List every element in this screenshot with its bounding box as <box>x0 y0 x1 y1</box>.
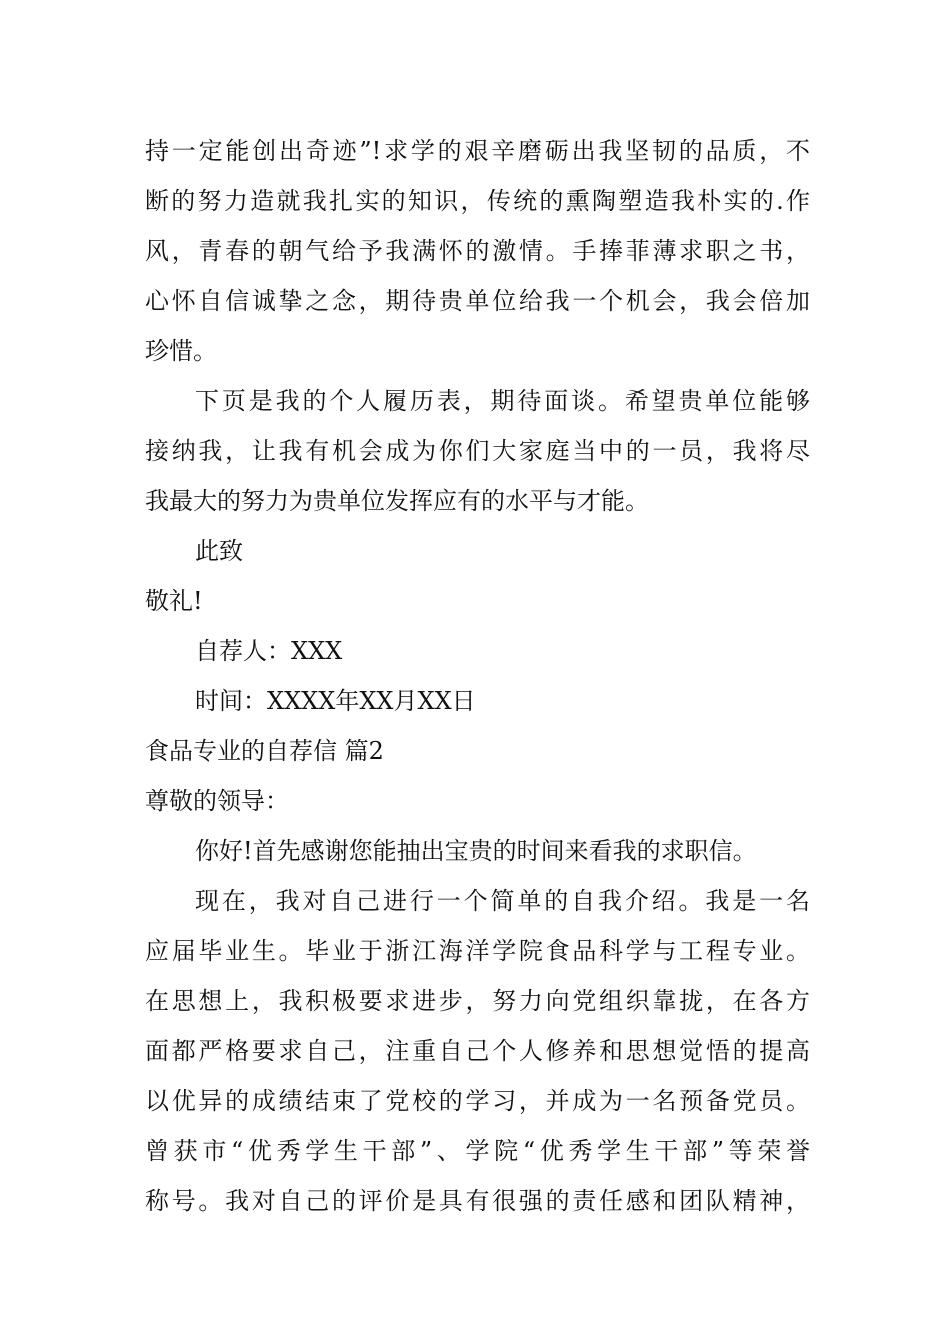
letter-body <box>145 126 810 1226</box>
text-line: 珍惜。 <box>145 337 217 365</box>
text-line: 现在，我对自己进行一个简单的自我介绍。我是一名 <box>195 887 810 915</box>
text-line: 持一定能创出奇迹”!求学的艰辛磨砺出我坚韧的品质，不 <box>145 137 810 165</box>
closing-regards: 敬礼! <box>145 587 203 615</box>
text-line: 断的努力造就我扎实的知识，传统的熏陶塑造我朴实的.作 <box>145 187 810 215</box>
text-line: 以优异的成绩结束了党校的学习，并成为一名预备党员。 <box>145 1087 810 1115</box>
date-line: 时间：XXXX年XX月XX日 <box>195 687 476 715</box>
text-line: 我最大的努力为贵单位发挥应有的水平与才能。 <box>145 487 649 515</box>
text-line: 曾获市“优秀学生干部”、学院“优秀学生干部”等荣誉 <box>145 1137 810 1165</box>
text-line: 你好!首先感谢您能抽出宝贵的时间来看我的求职信。 <box>195 837 757 865</box>
text-line: 面都严格要求自己，注重自己个人修养和思想觉悟的提高 <box>145 1037 810 1065</box>
section-title: 食品专业的自荐信 篇2 <box>145 737 384 765</box>
closing-salutation: 此致 <box>195 537 243 565</box>
text-line: 风，青春的朝气给予我满怀的激情。手捧菲薄求职之书， <box>145 237 810 265</box>
text-line: 称号。我对自己的评价是具有很强的责任感和团队精神， <box>145 1187 810 1215</box>
text-line: 心怀自信诚挚之念，期待贵单位给我一个机会，我会倍加 <box>145 287 810 315</box>
signature-line: 自荐人：XXX <box>195 637 343 665</box>
text-line: 下页是我的个人履历表，期待面谈。希望贵单位能够 <box>195 387 810 415</box>
text-line: 在思想上，我积极要求进步，努力向党组织靠拢，在各方 <box>145 987 810 1015</box>
greeting: 尊敬的领导： <box>145 787 289 815</box>
text-line: 接纳我，让我有机会成为你们大家庭当中的一员，我将尽 <box>145 437 810 465</box>
text-line: 应届毕业生。毕业于浙江海洋学院食品科学与工程专业。 <box>145 937 810 965</box>
